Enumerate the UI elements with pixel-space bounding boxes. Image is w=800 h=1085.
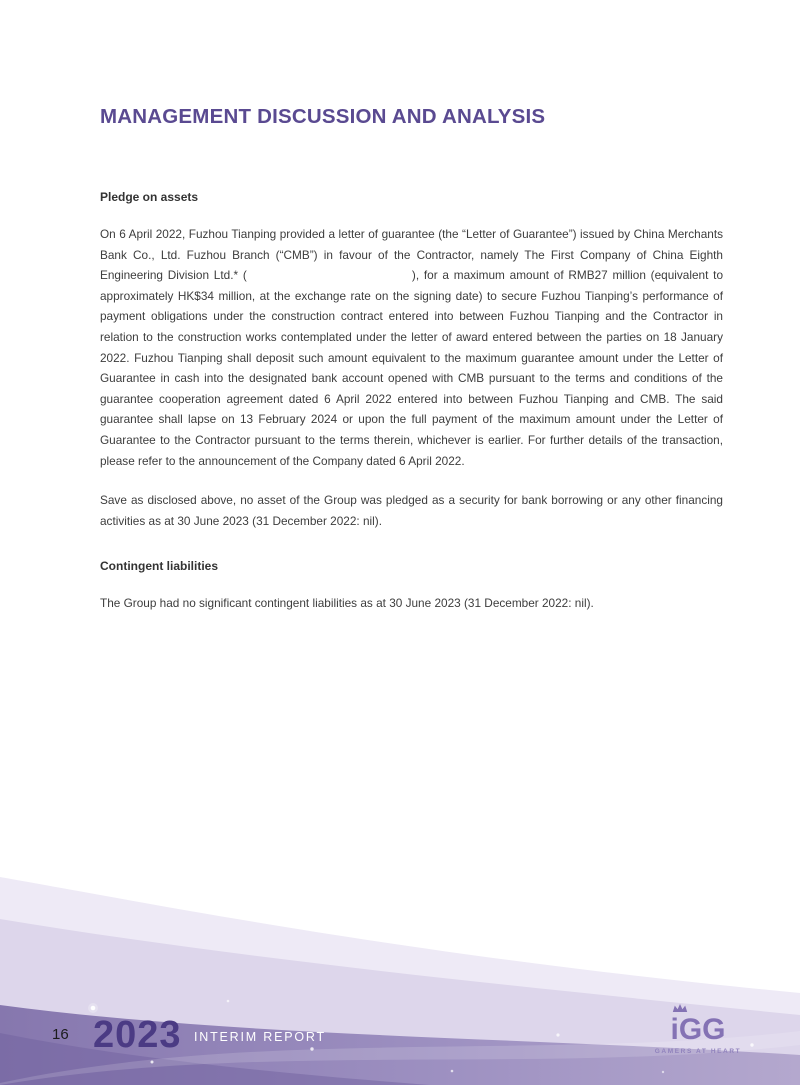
logo-tagline: GAMERS AT HEART xyxy=(654,1048,742,1055)
paragraph-pledge-2: Save as disclosed above, no asset of the Group was pledged as a security for bank borrowing or any other financing activities as at 30 June 2023 (31 December 2022: nil). xyxy=(100,493,723,528)
crown-icon xyxy=(672,1003,688,1013)
page-content xyxy=(100,0,723,614)
igg-logo xyxy=(648,1006,748,1055)
footer-year: 2023 xyxy=(93,1014,182,1056)
footer-report-label: INTERIM REPORT xyxy=(194,1030,326,1044)
paragraph-pledge-1: On 6 April 2022, Fuzhou Tianping provided a letter of guarantee (the “Letter of Guarantee”) issued by China Merchants Bank Co., Ltd. Fuzhou Branch (“CMB”) in favour of the Contractor, namely The First Company of China Eighth Engineering Division Ltd.* ( ), for a maximum amount of RMB27 million (equivalent to approximately HK$34 million, at the exchange rate on the signing date) to secure Fuzhou Tianping’s performance of payment obligations under the construction contract entered into between Fuzhou Tianping and the Contractor in relation to the construction works contemplated under the letter of award entered between the parties on 18 January 2022. Fuzhou Tianping shall deposit such amount equivalent to the maximum guarantee amount under the Letter of Guarantee in cash into the designated bank account opened with CMB pursuant to the terms and conditions of the guarantee cooperation agreement dated 6 April 2022 entered into between Fuzhou Tianping and CMB. The said guarantee shall lapse on 13 February 2024 or upon the full payment of the maximum amount under the Letter of Guarantee to the Contractor pursuant to the terms therein, whichever is earlier. For further details of the transaction, please refer to the announcement of the Company dated 6 April 2022. xyxy=(100,227,723,468)
section-heading-contingent-liabilities: Contingent liabilities xyxy=(100,559,219,574)
page-footer xyxy=(0,865,800,1085)
page-number: 16 xyxy=(52,1026,69,1043)
paragraph-contingent-1: The Group had no significant contingent liabilities as at 30 June 2023 (31 December 2022: nil). xyxy=(100,596,594,611)
logo-text: iGG xyxy=(670,1013,726,1046)
page-title: MANAGEMENT DISCUSSION AND ANALYSIS xyxy=(100,105,546,128)
section-heading-pledge-on-assets: Pledge on assets xyxy=(100,190,199,204)
